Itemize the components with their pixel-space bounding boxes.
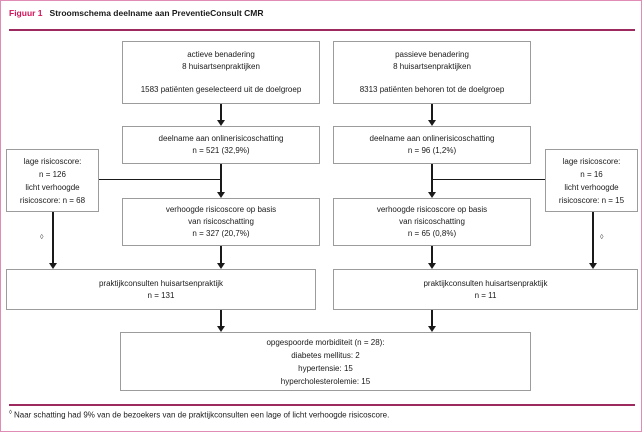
footnote-text: Naar schatting had 9% van de bezoekers van de praktijkconsulten een lage of licht verhoogde risicoscore. (13, 410, 390, 420)
connector-line (220, 104, 222, 121)
box-line: van risicoschatting (399, 217, 465, 226)
bottom-rule (9, 404, 635, 406)
connector-line (220, 310, 222, 327)
box-online-risk-right (333, 126, 531, 164)
box-line: n = 96 (1,2%) (407, 146, 457, 155)
box-line: n = 65 (0,8%) (407, 229, 457, 238)
box-line: praktijkconsulten huisartsenpraktijk (98, 278, 224, 288)
box-line: 1583 patiënten geselecteerd uit de doelgroep (140, 85, 302, 94)
box-line: 8313 patiënten behoren tot de doelgroep (359, 85, 505, 94)
box-line: verhoogde risicoscore op basis (165, 205, 277, 214)
box-line: hypercholesterolemie: 15 (280, 376, 371, 386)
box-line: actieve benadering (187, 50, 255, 59)
figure-caption (9, 8, 264, 18)
connector-line (431, 310, 433, 327)
box-passive-approach (333, 41, 531, 104)
box-online-risk-left (122, 126, 320, 164)
box-consultations-left (6, 269, 316, 310)
box-elevated-risk-right (333, 198, 531, 246)
connector-line (52, 212, 54, 264)
connector-line (432, 179, 545, 180)
box-line: verhoogde risicoscore op basis (376, 205, 488, 214)
box-line: praktijkconsulten huisartsenpraktijk (423, 278, 548, 288)
box-line: deelname aan onlinerisicoschatting (158, 134, 284, 143)
box-low-risk-left (6, 149, 99, 212)
box-line: hypertensie: 15 (298, 363, 353, 373)
box-line: risicoscore: n = 15 (558, 195, 625, 205)
footnote-marker: ◊ (40, 234, 44, 241)
box-line: diabetes mellitus: 2 (291, 350, 360, 360)
box-line: n = 131 (147, 290, 175, 300)
box-line: lage risicoscore: (23, 156, 82, 166)
box-line: 8 huisartsenpraktijken (393, 62, 471, 71)
top-rule (9, 29, 635, 31)
figure-label: Figuur 1 (9, 8, 43, 18)
box-detected-morbidity (120, 332, 531, 391)
box-line: van risicoschatting (188, 217, 254, 226)
footnote-marker: ◊ (600, 234, 604, 241)
box-consultations-right (333, 269, 638, 310)
box-line: 8 huisartsenpraktijken (182, 62, 260, 71)
box-line: lage risicoscore: (562, 156, 621, 166)
box-low-risk-right (545, 149, 638, 212)
connector-line (220, 246, 222, 264)
box-line: deelname aan onlinerisicoschatting (369, 134, 495, 143)
box-line: opgespoorde morbiditeit (n = 28): (266, 337, 385, 347)
connector-line (99, 179, 221, 180)
box-line: n = 521 (32,9%) (192, 146, 250, 155)
connector-line (431, 104, 433, 121)
box-active-approach (122, 41, 320, 104)
box-line: n = 126 (39, 169, 66, 179)
box-line: n = 327 (20,7%) (192, 229, 250, 238)
box-line: licht verhoogde (564, 182, 619, 192)
box-elevated-risk-left (122, 198, 320, 246)
connector-line (431, 246, 433, 264)
box-line: n = 16 (580, 169, 603, 179)
footnote (9, 410, 389, 420)
box-line: risicoscore: n = 68 (19, 195, 86, 205)
connector-line (592, 212, 594, 264)
figure-title: Stroomschema deelname aan PreventieConsult CMR (49, 8, 264, 18)
footnote-symbol: ◊ (9, 410, 12, 416)
box-line: licht verhoogde (25, 182, 80, 192)
box-line: passieve benadering (395, 50, 469, 59)
box-line: n = 11 (474, 290, 497, 300)
